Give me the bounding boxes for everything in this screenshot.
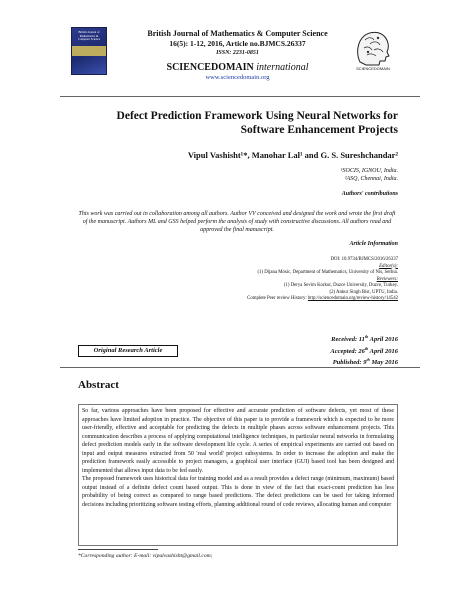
abstract-box [78, 404, 398, 546]
journal-cover-text: British Journal of Mathematics & Computer Science [77, 30, 101, 41]
publication-dates [230, 333, 398, 368]
journal-cover-image [71, 27, 107, 75]
article-info-heading: Article Information [349, 241, 398, 247]
sciencedomain-logo [352, 28, 394, 76]
affiliations [200, 167, 398, 183]
published-date: Published: 9th May 2016 [332, 357, 398, 367]
abstract-paragraph-1: So far, various approaches have been proposed for effective and accurate prediction of software defects, yet most of these approaches have limited adoption in practice. The objective of this paper is to provide a framework which is expected to be more user-friendly, effective and acceptable for predicting the defects in multiple phases across software enhancement projects. This communication describes a process of applying computational intelligence techniques, in particular neural networks in formulating defect prediction models early in the software development life cycle. A series of empirical experiments are carried out based on input and output measures extracted from 50 'real world' project subsystems. In order to increase the adoption and make the prediction framework easily accessible to project managers, a graphical user interface (GUI) based tool has been designed and implemented that allows input data to be fed easily. [82, 408, 394, 474]
section-divider [60, 367, 420, 368]
reviewer-1: (1) Derya Sevim Korkut, Duzce University, Duzce, Turkey. [283, 283, 398, 288]
journal-header [110, 29, 365, 82]
abstract-paragraph-2: The proposed framework uses historical data for training model and as a result provides a defect range (minimum, maximum) based output instead of a definite defect count based output. This is done in view of the fact that exact-count prediction has less probability of being correct as compared to range based predictions. The defect predictions can be used for taking informed decisions including prioritizing software testing efforts, planning additional round of code reviews, allocating human and computer [82, 476, 394, 508]
reviewers-label: Reviewers: [376, 276, 398, 282]
affiliation-2: ²ASQ, Chennai, India. [344, 176, 398, 182]
contributions-text: This work was carried out in collaboration among all authors. Author VV conceived and designed the work and wrote the first draft of the manuscript. Authors ML and GSS helped perform the analysis of study with constructive discussions. All authors read and approved the final manuscript. [78, 211, 396, 233]
editor-1: (1) Dijana Mosic, Department of Mathematics, University of Nis, Serbia. [257, 270, 398, 275]
brain-head-icon [352, 28, 394, 66]
journal-volume: 16(5): 1-12, 2016, Article no.BJMCS.26337 [169, 39, 306, 48]
review-history-prefix: Complete Peer review History: [247, 296, 308, 301]
paper-title [80, 109, 398, 137]
review-history [150, 296, 398, 303]
affiliation-1: ¹SOCIS, IGNOU, India. [340, 168, 398, 174]
journal-title: British Journal of Mathematics & Computer Science [147, 29, 328, 38]
abstract-heading: Abstract [78, 379, 119, 391]
doi: DOI: 10.9734/BJMCS/2016/26337 [330, 257, 398, 262]
contributions-heading: Authors' contributions [341, 191, 398, 197]
review-history-link[interactable]: http://sciencedomain.org/review-history/14542 [307, 296, 398, 301]
footnote-rule [78, 549, 158, 550]
received-date: Received: 11th April 2016 [331, 334, 398, 344]
publisher-suffix: international [256, 62, 309, 73]
header-divider [60, 96, 420, 97]
paper-title-line-2: Software Enhancement Projects [240, 124, 398, 136]
publisher-name [110, 62, 365, 74]
publisher-website-link[interactable]: www.sciencedomain.org [205, 74, 270, 81]
paper-title-line-1: Defect Prediction Framework Using Neural Networks for [116, 110, 398, 122]
journal-issn: ISSN: 2231-0851 [216, 50, 259, 56]
article-info [150, 257, 398, 303]
logo-text: SCIENCEDOMAIN [356, 66, 390, 71]
author-list: Vipul Vashisht¹*, Manohar Lal¹ and G. S. Sureshchandar² [187, 150, 398, 160]
reviewer-2: (2) Ankur Singh Bist, UPTU, India. [329, 289, 398, 295]
article-type-badge: Original Research Article [78, 345, 178, 357]
corresponding-author-footnote: *Corresponding author: E-mail: vipulvashisht@gmail.com; [78, 553, 213, 559]
editors-label: Editor(s): [379, 263, 398, 269]
publisher-main: SCIENCEDOMAIN [166, 62, 254, 73]
accepted-date: Accepted: 26th April 2016 [330, 345, 398, 355]
